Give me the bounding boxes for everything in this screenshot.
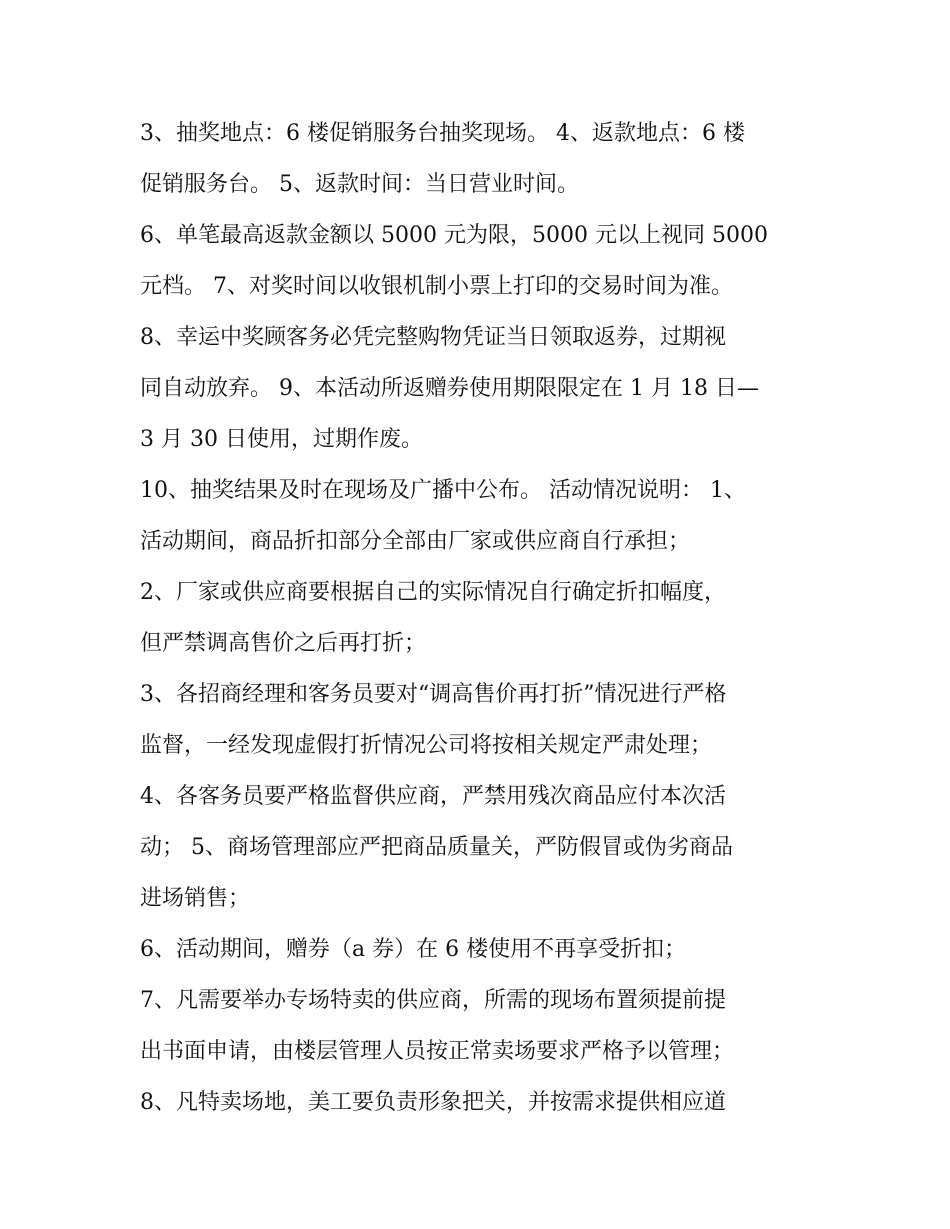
text-line: 6、单笔最高返款金额以 5000 元为限，5000 元以上视同 5000 (140, 223, 768, 248)
text-line: 4、各客务员要严格监督供应商，严禁用残次商品应付本次活 (140, 784, 726, 809)
text-line: 出书面申请，由楼层管理人员按正常卖场要求严格予以管理； (140, 1039, 735, 1064)
text-line: 3、抽奖地点：6 楼促销服务台抽奖现场。 4、返款地点：6 楼 (140, 121, 745, 146)
text-line: 促销服务台。 5、返款时间：当日营业时间。 (140, 172, 579, 197)
text-line: 7、凡需要举办专场特卖的供应商，所需的现场布置须提前提 (140, 988, 726, 1013)
text-line: 3、各招商经理和客务员要对“调高售价再打折”情况进行严格 (140, 682, 727, 707)
text-line: 8、凡特卖场地，美工要负责形象把关，并按需求提供相应道 (140, 1090, 726, 1115)
text-line: 同自动放弃。 9、本活动所返赠券使用期限限定在 1 月 18 日— (140, 376, 759, 401)
text-line: 但严禁调高售价之后再打折； (140, 631, 427, 656)
text-line: 监督，一经发现虚假打折情况公司将按相关规定严肃处理； (140, 733, 713, 758)
text-line: 动； 5、商场管理部应严把商品质量关，严防假冒或伪劣商品 (140, 835, 733, 860)
text-line: 活动期间，商品折扣部分全部由厂家或供应商自行承担； (140, 529, 691, 554)
text-line: 进场销售； (140, 886, 251, 911)
text-line: 3 月 30 日使用，过期作废。 (140, 427, 423, 452)
text-line: 6、活动期间，赠券（a 券）在 6 楼使用不再享受折扣； (140, 937, 687, 962)
text-line: 元档。 7、对奖时间以收银机制小票上打印的交易时间为准。 (140, 274, 733, 299)
document-body (140, 108, 820, 1128)
text-line: 2、厂家或供应商要根据自己的实际情况自行确定折扣幅度， (140, 580, 726, 605)
text-line: 10、抽奖结果及时在现场及广播中公布。 活动情况说明： 1、 (140, 478, 746, 503)
text-line: 8、幸运中奖顾客务必凭完整购物凭证当日领取返券，过期视 (140, 325, 726, 350)
